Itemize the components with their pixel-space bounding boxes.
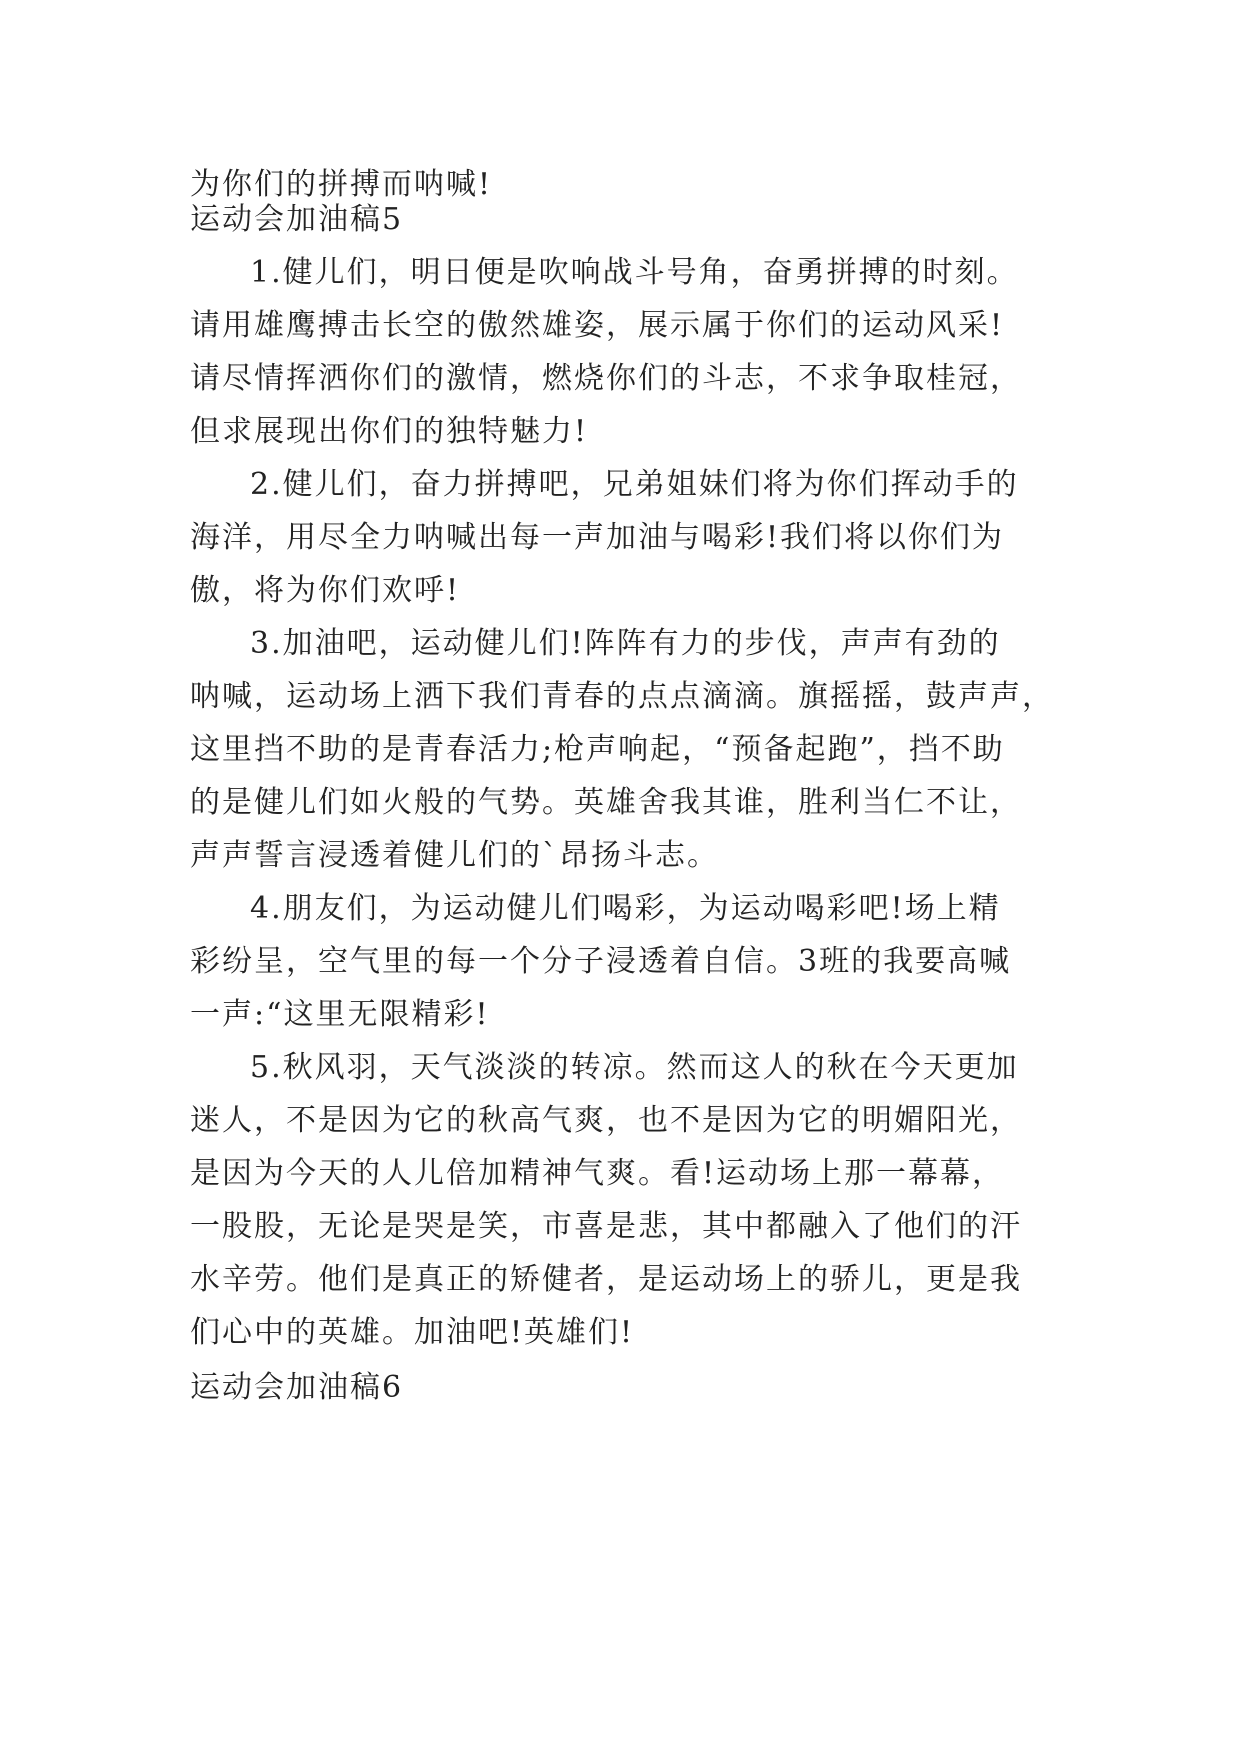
- text-line: 是因为今天的人儿倍加精神气爽。看!运动场上那一幕幕，: [190, 1156, 1005, 1191]
- text-line: 4.朋友们，为运动健儿们喝彩，为运动喝彩吧!场上精: [250, 891, 1001, 926]
- section-heading: 运动会加油稿6: [190, 1370, 404, 1405]
- text-line: 这里挡不助的是青春活力;枪声响起，“预备起跑”，挡不助: [190, 732, 1005, 767]
- text-line: 彩纷呈，空气里的每一个分子浸透着自信。3班的我要高喊: [190, 944, 1012, 979]
- text-line: 请尽情挥洒你们的激情，燃烧你们的斗志，不求争取桂冠，: [190, 361, 1022, 396]
- text-line: 3.加油吧，运动健儿们!阵阵有力的步伐，声声有劲的: [250, 626, 1001, 661]
- text-line: 请用雄鹰搏击长空的傲然雄姿，展示属于你们的运动风采!: [190, 308, 1005, 343]
- text-line: 5.秋风羽，天气淡淡的转凉。然而这人的秋在今天更加: [250, 1050, 1019, 1085]
- text-line: 一股股，无论是哭是笑，市喜是悲，其中都融入了他们的汗: [190, 1209, 1022, 1244]
- text-line: 1.健儿们，明日便是吹响战斗号角，奋勇拼搏的时刻。: [250, 255, 1019, 290]
- section-heading: 运动会加油稿5: [190, 202, 404, 237]
- text-line: 但求展现出你们的独特魅力!: [190, 414, 589, 449]
- text-line: 海洋，用尽全力呐喊出每一声加油与喝彩!我们将以你们为: [190, 520, 1005, 555]
- text-line: 呐喊，运动场上洒下我们青春的点点滴滴。旗摇摇，鼓声声，: [190, 679, 1054, 714]
- text-line: 傲，将为你们欢呼!: [190, 573, 461, 608]
- text-line: 迷人，不是因为它的秋高气爽，也不是因为它的明媚阳光，: [190, 1103, 1022, 1138]
- text-line: 们心中的英雄。加油吧!英雄们!: [190, 1315, 635, 1350]
- text-line: 声声誓言浸透着健儿们的`昂扬斗志。: [190, 838, 719, 873]
- text-line: 2.健儿们，奋力拼搏吧，兄弟姐妹们将为你们挥动手的: [250, 467, 1019, 502]
- text-line: 水辛劳。他们是真正的矫健者，是运动场上的骄儿，更是我: [190, 1262, 1022, 1297]
- text-line: 为你们的拼搏而呐喊!: [190, 167, 493, 202]
- text-line: 一声:“这里无限精彩!: [190, 997, 490, 1032]
- text-line: 的是健儿们如火般的气势。英雄舍我其谁，胜利当仁不让，: [190, 785, 1022, 820]
